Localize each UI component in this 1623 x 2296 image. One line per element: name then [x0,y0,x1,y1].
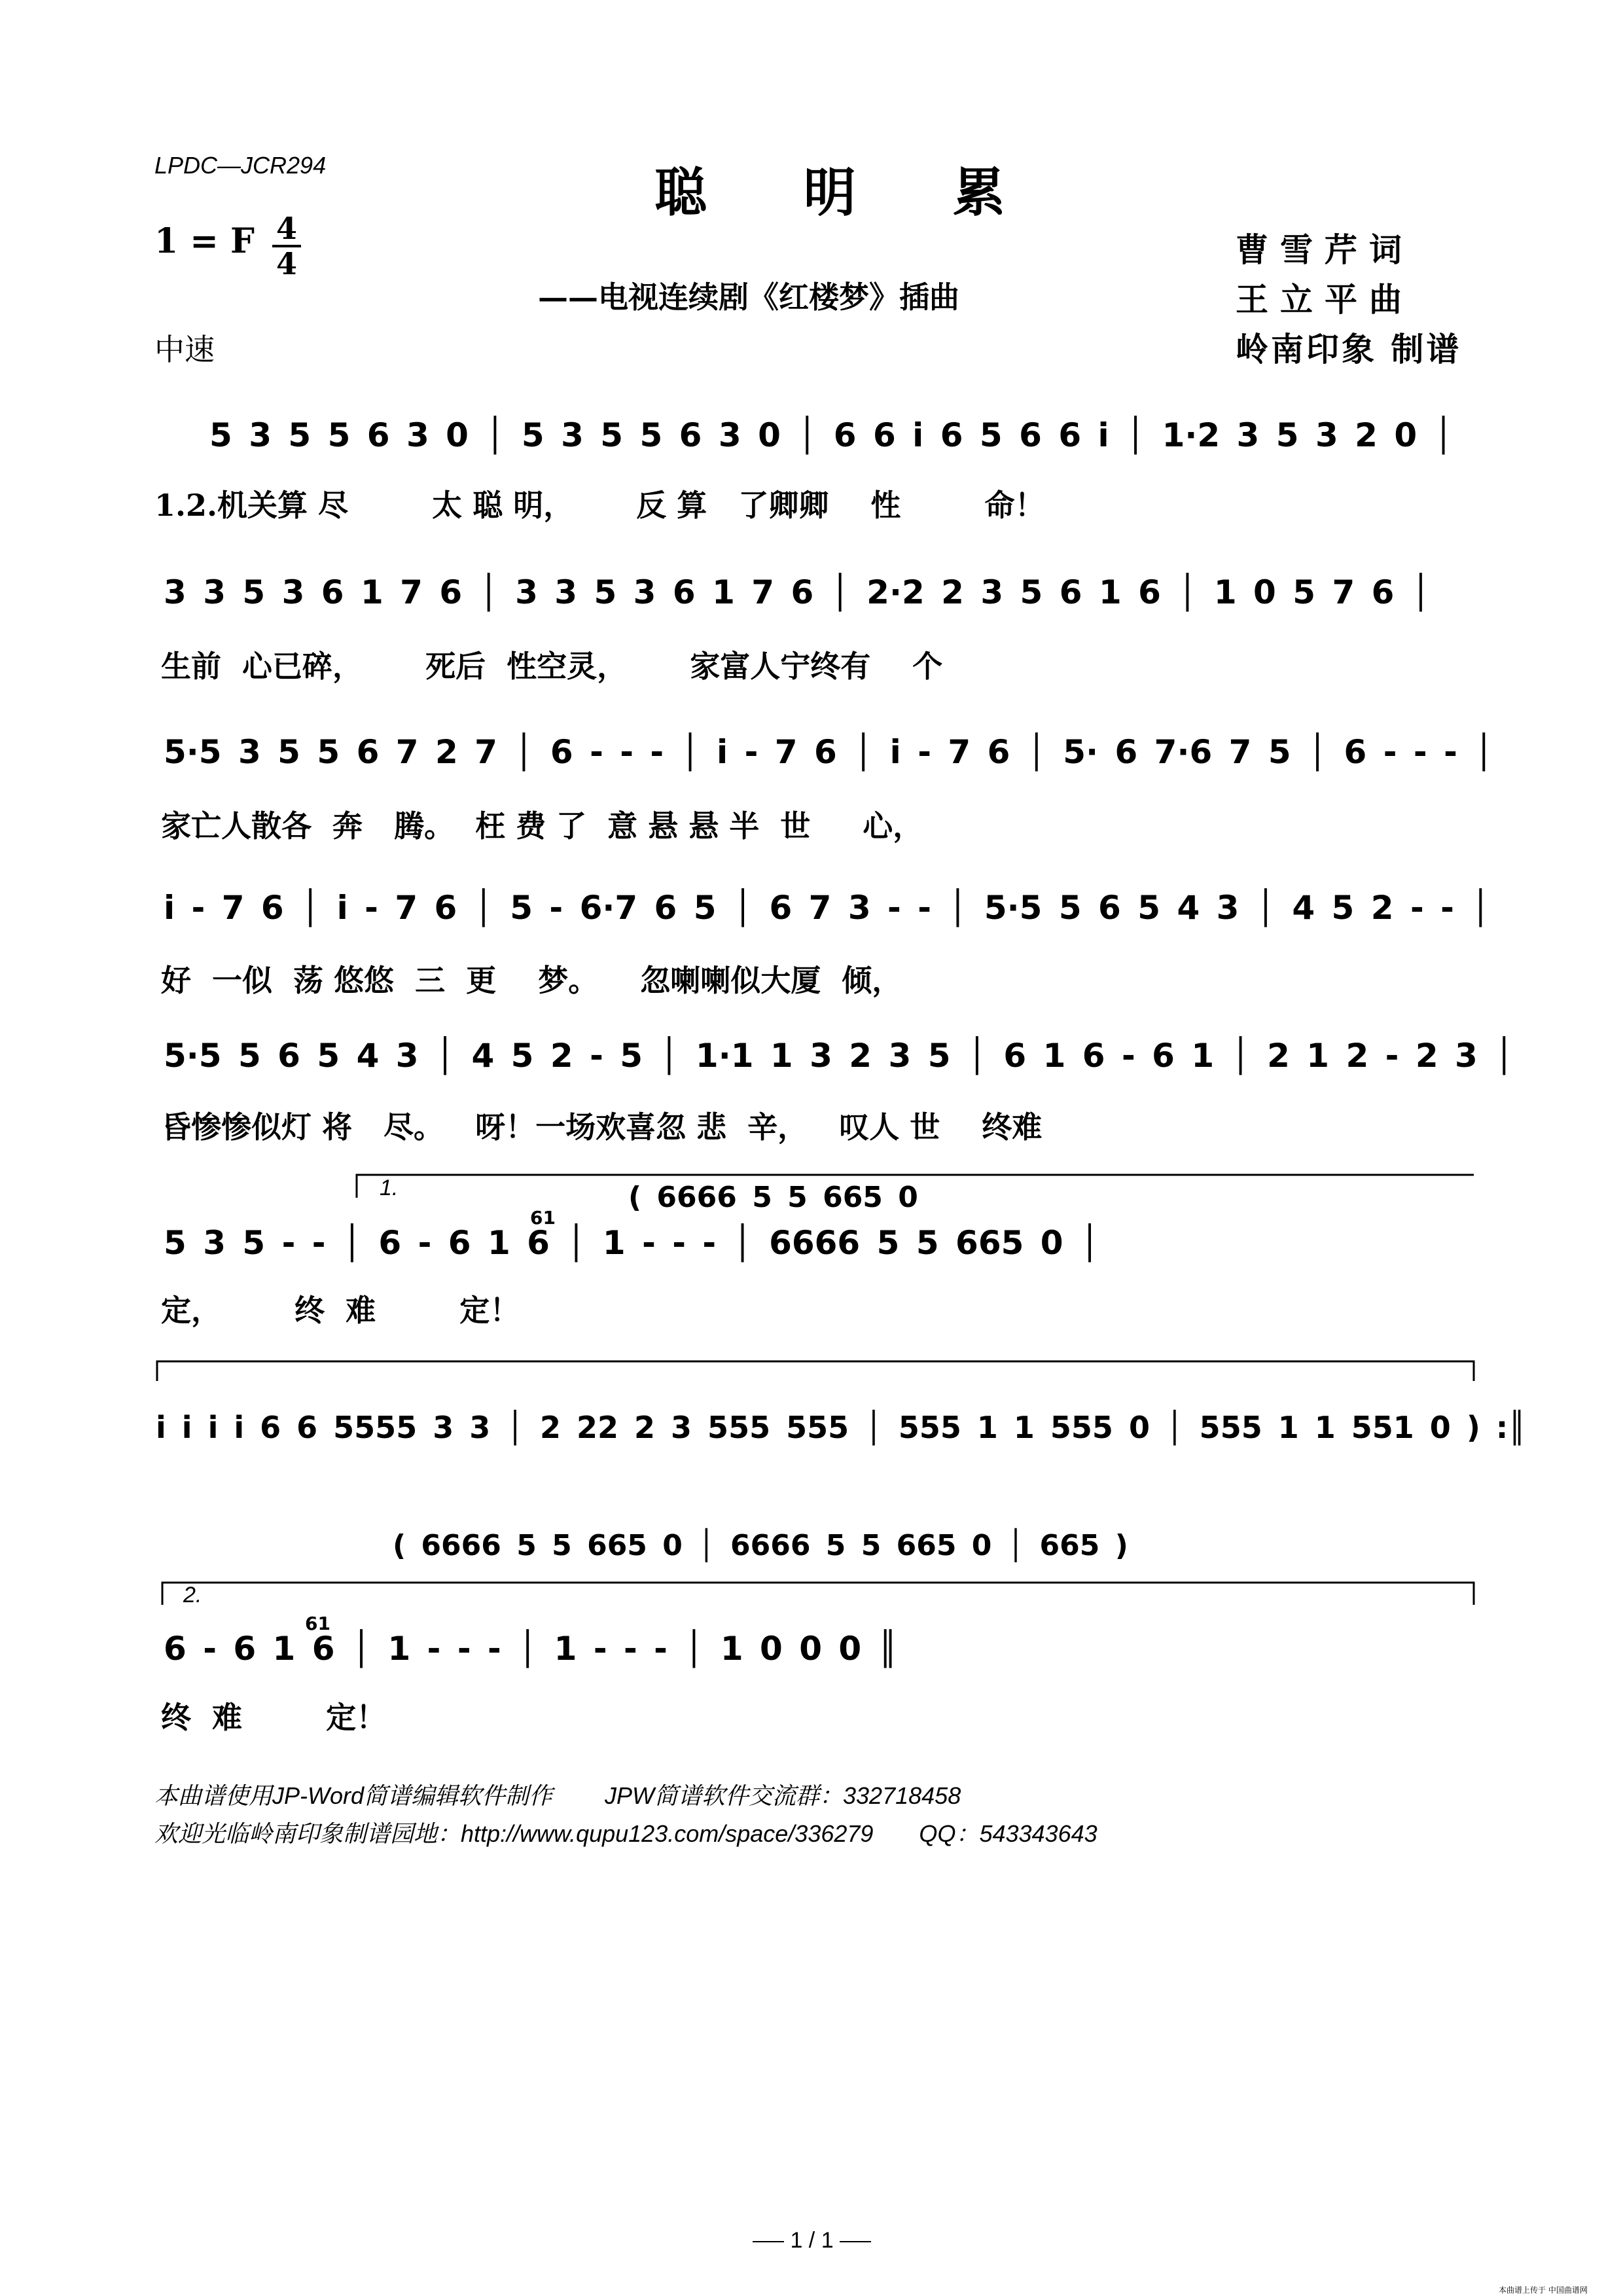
footer-website-line: 欢迎光临岭南印象制谱园地：http://www.qupu123.com/space/336279 QQ：543343643 [154,1820,1097,1847]
score-row-2-notes: 3 3 5 3 6 1 7 6 │ 3 3 5 3 6 1 7 6 │ 2·2 2 3 5 6 1 6 │ 1 0 5 7 6 │ [164,573,1431,611]
grace-note-61: 61 [530,1207,556,1229]
score-row-4-lyrics: 好 一似 荡 悠悠 三 更 梦。 忽喇喇似大厦 倾， [161,963,902,998]
page-number-left-rule [753,2241,784,2242]
composer-credit: 王立平曲 [1236,280,1414,319]
score-row-6-notes: 5 3 5 - - │ 6 - 6 1 6 │ 1 - - - │ 6666 5 5 665 0 │ [164,1224,1100,1262]
arranger-credit: 岭南印象 制谱 [1236,330,1462,368]
grace-note-61-b: 61 [305,1613,330,1634]
volta-2-bracket [162,1583,1474,1605]
time-top: 4 [276,211,297,246]
page-number [753,2228,871,2253]
page-number-text: 1 / 1 [790,2228,834,2253]
score-row-6-lyrics: 定， 终 难 定！ [161,1293,520,1328]
time-bottom: 4 [276,246,297,281]
key-signature: 1 = F [154,221,255,261]
tempo-marking: 中速 [154,332,215,367]
score-row-2-lyrics: 生前 心已碎， 死后 性空灵， 家富人宁终有 个 [161,649,943,684]
watermark: 本曲谱上传于 中国曲谱网 [1499,2286,1588,2295]
score-row-1-notes: 5 3 5 5 6 3 0 │ 5 3 5 5 6 3 0 │ 6 6 i 6 5 6 6 i │ 1·2 3 5 3 2 0 │ [209,416,1454,454]
volta-2-label: 2. [183,1583,202,1607]
catalog-number: LPDC—JCR294 [154,152,327,179]
footer-credit-line: 本曲谱使用JP-Word简谱编辑软件制作 JPW简谱软件交流群：332718458 [154,1782,961,1809]
score-row-8-notes: 6 - 6 1 6 │ 1 - - - │ 1 - - - │ 1 0 0 0 ║ [164,1630,898,1668]
score-row-8-intro: ( 6666 5 5 665 0 │ 6666 5 5 665 0 │ 665 ) [393,1529,1128,1562]
score-row-5-notes: 5·5 5 6 5 4 3 │ 4 5 2 - 5 │ 1·1 1 3 2 3 5 │ 6 1 6 - 6 1 │ 2 1 2 - 2 3 │ [164,1037,1514,1075]
subtitle: ——电视连续剧《红楼梦》插曲 [538,279,959,315]
score-row-1-lyrics: 1.2.机关算 尽 太 聪 明， 反 算 了卿卿 性 命！ [154,488,1045,523]
repeat-bracket [157,1361,1474,1381]
song-title: 聪 明 累 [654,162,1044,223]
score-row-4-notes: i - 7 6 │ i - 7 6 │ 5 - 6·7 6 5 │ 6 7 3 - - │ 5·5 5 6 5 4 3 │ 4 5 2 - - │ [164,889,1491,927]
score-row-7-notes: i i i i 6 6 5555 3 3 │ 2 22 2 3 555 555 │ 555 1 1 555 0 │ 555 1 1 551 0 ) :║ [156,1410,1526,1445]
page-number-right-rule [840,2241,871,2242]
score-row-3-lyrics: 家亡人散各 奔 腾。 枉 费 了 意 悬 悬 半 世 心， [161,808,923,844]
volta-1-label: 1. [380,1175,399,1200]
score-row-3-notes: 5·5 3 5 5 6 7 2 7 │ 6 - - - │ i - 7 6 │ i - 7 6 │ 5· 6 7·6 7 5 │ 6 - - - │ [164,733,1494,771]
lyricist-credit: 曹雪芹词 [1236,230,1414,269]
score-row-8-lyrics: 终 难 定！ [161,1700,387,1735]
volta-1-bracket [357,1175,1474,1198]
score-row-5-lyrics: 昏惨惨似灯 将 尽。 呀！一场欢喜忽 悲 辛， 叹人 世 终难 [161,1109,1043,1145]
score-row-6-intro: ( 6666 5 5 665 0 [628,1181,918,1214]
